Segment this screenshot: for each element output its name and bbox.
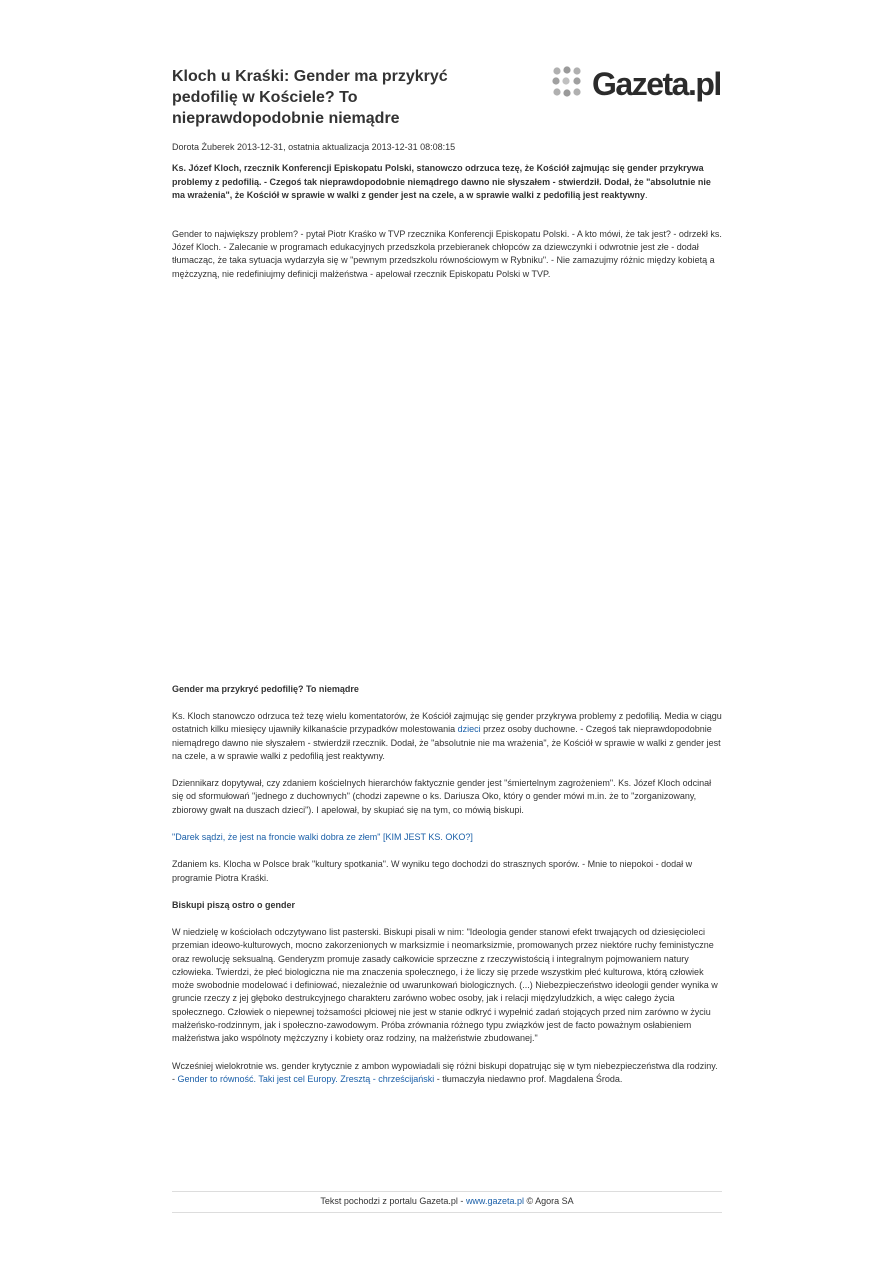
paragraph [172,1060,722,1087]
paragraph-text: - tłumaczyła niedawno prof. Magdalena Środa. [434,1073,623,1084]
link-ks-oko[interactable]: "Darek sądzi, że jest na froncie walki dobra ze złem" [KIM JEST KS. OKO?] [172,832,473,843]
paragraph: W niedzielę w kościołach odczytywano list pasterski. Biskupi pisali w nim: "Ideologia gender stanowi efekt trwających od dziesięcioleci przemian ideowo-kulturowych, mocno zakorzenionych w marksizmie i neomarksizmie, promowanych przez niektóre ruchy feministyczne oraz rewolucję seksualną. Genderyzm promuje zasady całkowicie sprzeczne z rzeczywistością i integralnym pojmowaniem natury człowieka. Twierdzi, że płeć biologiczna nie ma znaczenia społecznego, i że liczy się przede wszystkim płeć kulturowa, którą człowiek może swobodnie modelować i definiować, niezależnie od uwarunkowań biologicznych. (...) Niebezpieczeństwo ideologii gender wynika w gruncie rzeczy z jej głęboko destrukcyjnego charakteru zarówno wobec osoby, jak i relacji międzyludzkich, a więc całego życia społecznego. Człowiek o niepewnej tożsamości płciowej nie jest w stanie odkryć i wypełnić zadań stojących przed nim zarówno w życiu małżeńsko-rodzinnym, jak i społeczno-zawodowym. Próba zrównania różnego typu związków jest de facto poważnym osłabieniem małżeństwa jako wspólnoty mężczyzny i kobiety oraz rodziny, na małżeństwie zbudowanej." [172,926,718,1044]
lead-end: . [644,190,648,200]
logo-dots-icon [552,66,588,102]
paragraph-text: Ks. Kloch stanowczo odrzuca też tezę wielu komentatorów, że Kościół zajmując się gender przykrywa problemy z pedofilią. Media w ciągu ostatnich kilku miesięcy ujawniły kilkanaście przypadków molestowania [172,711,722,735]
page-footer [172,1196,722,1206]
lead-text: Ks. Józef Kloch, rzecznik Konferencji Episkopatu Polski, stanowczo odrzuca tezę, że Kościół zajmując się gender przykrywa problemy z pedofilią. - Czegoś tak nieprawdopodobnie niemądrego dawno nie słyszałem - stwierdził. Dodał, że "absolutnie nie ma wrażenia", że Kościół w sprawie w walki z gender jest na czele, a w sprawie walki z pedofilią jest reaktywny [172,163,711,200]
gazeta-logo[interactable] [552,66,724,104]
footer-divider-bottom [172,1212,722,1213]
paragraph-intro: Gender to największy problem? - pytał Piotr Kraśko w TVP rzecznika Konferencji Episkopatu Polski. - A kto mówi, że tak jest? - odrzekł ks. Józef Kloch. - Zalecanie w programach edukacyjnych przedszkola przebieranek chłopców za dziewczynki i odwrotnie jest złe - dodał tłumacząc, że taka sytuacja wydarzyła się w "pewnym przedszkolu równościowym w Rybniku". - Nie zamazujmy różnic między kobietą a mężczyzną, nie redefiniujmy definicji małżeństwa - apelował rzecznik Episkopatu Polski w TVP. [172,229,722,279]
logo-text: Gazeta.pl [592,66,721,102]
paragraph: Dziennikarz dopytywał, czy zdaniem kościelnych hierarchów faktycznie gender jest "śmiertelnym zagrożeniem". Ks. Józef Kloch odcinał się od sformułowań "jednego z duchownych" (chodzi zapewne o ks. Dariusza Oko, który o gender mówi m.in. że to "zorganizowany, zbiorowy gwałt na duszach dzieci"). I apelował, by skupiać się na tym, co mówią biskupi. [172,778,712,815]
section-heading-pedofilia: Gender ma przykryć pedofilię? To niemądre [172,684,359,694]
footer-link-gazeta[interactable]: www.gazeta.pl [465,1196,524,1206]
article-body [172,683,722,1100]
article-byline: Dorota Żuberek 2013-12-31, ostatnia aktualizacja 2013-12-31 08:08:15 [172,142,456,152]
paragraph-text: Wcześniej wielokrotnie ws. gender krytycznie z ambon wypowiadali się różni biskupi dopatrując się w tym niebezpieczeństwa dla rodziny. - [172,1060,718,1084]
paragraph: Zdaniem ks. Klocha w Polsce brak "kultury spotkania". W wyniku tego dochodzi do strasznych sporów. - Mnie to niepokoi - dodał w programie Piotra Kraśki. [172,859,693,883]
link-gender-rownosc[interactable]: Gender to równość. Taki jest cel Europy. Zresztą - chrześcijański [177,1073,435,1084]
footer-prefix: Tekst pochodzi z portalu Gazeta.pl - [320,1196,466,1206]
paragraph-text: przez osoby duchowne. - Czegoś tak nieprawdopodobnie niemądrego dawno nie słyszałem - stwierdził rzecznik. Dodał, że "absolutnie nie ma wrażenia", że Kościół w sprawie w walki z gender jest na czele, a w sprawie walki z pedofilią jest reaktywny. [172,724,721,761]
link-dzieci[interactable]: dzieci [457,724,481,735]
footer-suffix: © Agora SA [523,1196,574,1206]
article-lead [172,162,722,203]
paragraph [172,831,722,844]
article-title: Kloch u Kraśki: Gender ma przykryć pedofilię w Kościele? To nieprawdopodobnie niemądre [172,68,448,127]
paragraph [172,710,722,763]
footer-divider [172,1191,722,1192]
section-heading-biskupi: Biskupi piszą ostro o gender [172,899,296,910]
